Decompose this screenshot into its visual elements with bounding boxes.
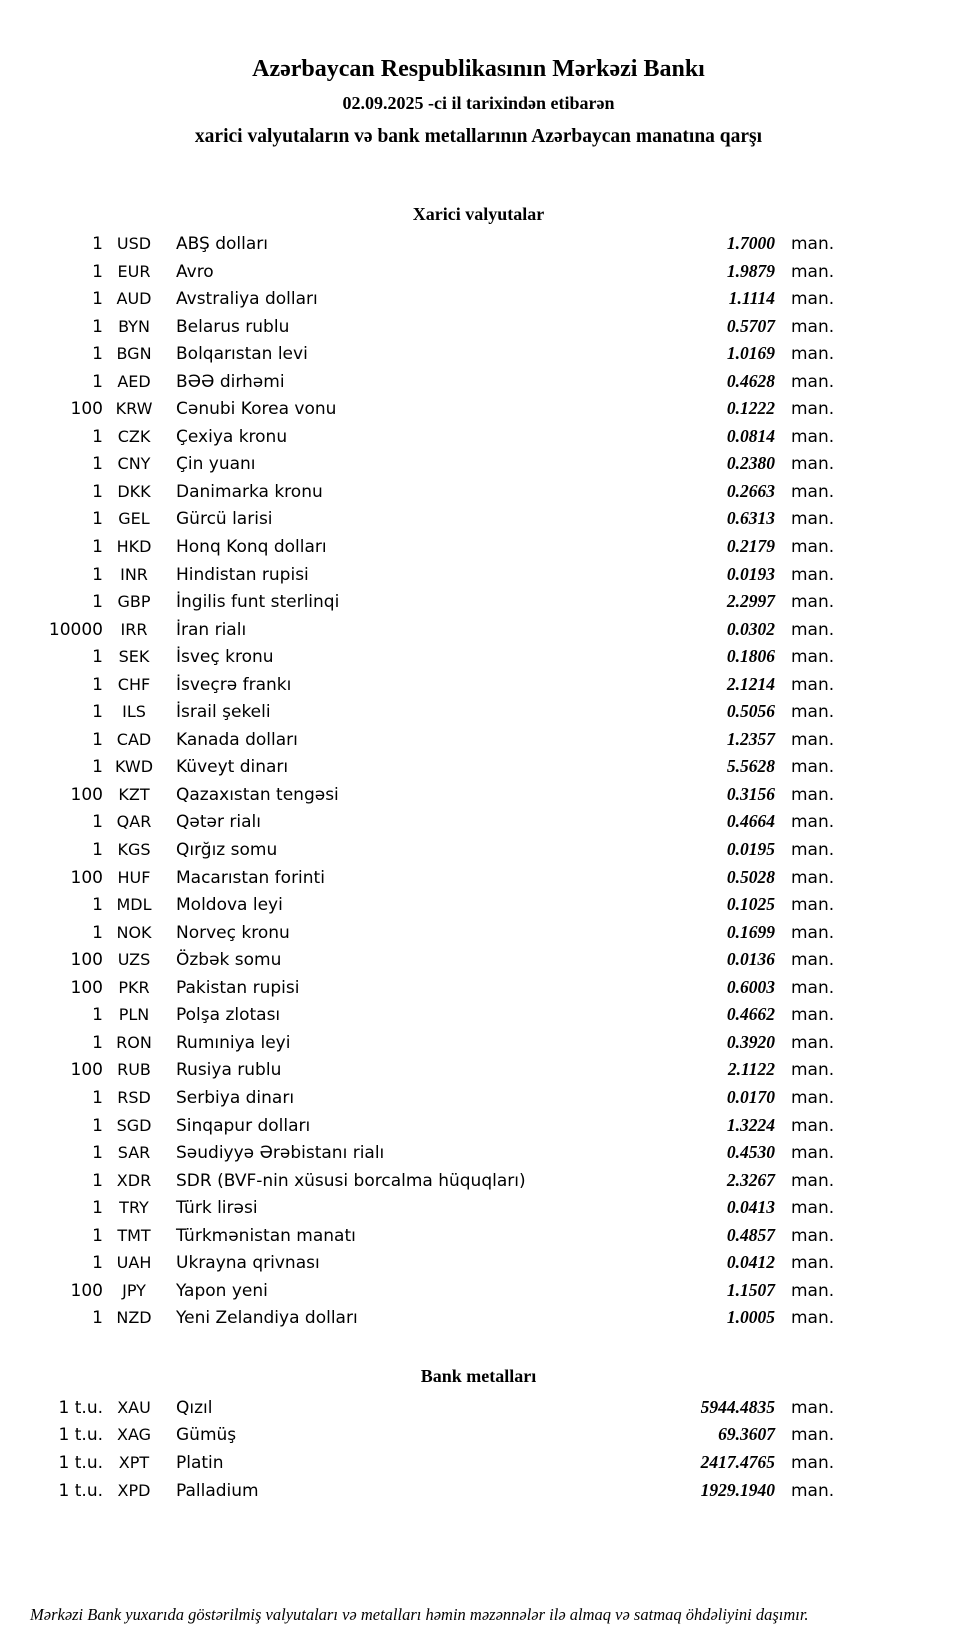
rate-row xyxy=(0,1249,841,1277)
row-name: Çin yuanı xyxy=(176,454,256,475)
row-rate: 0.2380 xyxy=(726,453,775,474)
row-name: İran rialı xyxy=(176,619,247,640)
row-code: KZT xyxy=(118,784,150,804)
row-quantity: 1 xyxy=(92,1225,103,1246)
row-unit: man. xyxy=(791,1225,835,1246)
row-unit: man. xyxy=(791,454,835,475)
row-rate: 0.0302 xyxy=(726,618,775,639)
row-quantity: 1 xyxy=(92,1032,103,1053)
row-rate: 1.7000 xyxy=(726,233,775,253)
row-rate: 0.2179 xyxy=(726,536,775,557)
row-rate: 0.0195 xyxy=(726,839,775,860)
row-code: BGN xyxy=(116,344,152,364)
row-name: Platin xyxy=(176,1452,224,1473)
row-code: ILS xyxy=(122,702,146,722)
row-unit: man. xyxy=(791,371,835,392)
rate-row xyxy=(0,1449,841,1477)
row-code: XPT xyxy=(118,1452,150,1472)
row-code: USD xyxy=(116,234,152,253)
rate-row xyxy=(0,1194,841,1222)
row-quantity: 100 xyxy=(70,977,103,998)
row-unit: man. xyxy=(791,757,835,778)
row-name: Qətər rialı xyxy=(176,812,261,833)
row-code: AUD xyxy=(116,289,152,309)
row-unit: man. xyxy=(791,950,835,971)
row-code: CZK xyxy=(117,426,151,446)
row-unit: man. xyxy=(791,729,835,750)
rate-row xyxy=(0,1001,841,1029)
row-quantity: 1 xyxy=(92,1308,103,1329)
page-title: Azərbaycan Respublikasının Mərkəzi Bankı xyxy=(252,56,705,82)
row-quantity: 1 xyxy=(92,1115,103,1136)
row-rate: 0.6313 xyxy=(726,508,775,529)
row-rate: 5.5628 xyxy=(726,756,775,777)
rate-row xyxy=(0,698,841,726)
row-name: Avstraliya dolları xyxy=(176,289,318,310)
row-quantity: 1 xyxy=(92,564,103,585)
row-code: KWD xyxy=(114,757,154,777)
row-quantity: 1 xyxy=(92,922,103,943)
row-quantity: 100 xyxy=(70,1280,103,1301)
row-name: Gürcü larisi xyxy=(176,509,273,530)
rate-row xyxy=(0,313,841,341)
row-quantity: 1 xyxy=(92,895,103,916)
page-subtitle: xarici valyutaların və bank metallarının Azərbaycan manatına qarşı xyxy=(194,126,763,147)
rate-row xyxy=(0,864,841,892)
row-code: SAR xyxy=(117,1143,151,1163)
row-rate: 2.1122 xyxy=(727,1059,775,1080)
row-code: GBP xyxy=(117,592,151,612)
row-unit: man. xyxy=(791,784,835,805)
row-quantity: 1 xyxy=(92,454,103,475)
row-rate: 0.0193 xyxy=(726,563,775,584)
row-name: Avro xyxy=(176,261,214,282)
row-unit: man. xyxy=(791,1143,835,1164)
row-name: Bolqarıstan levi xyxy=(176,344,308,365)
row-rate: 5944.4835 xyxy=(700,1396,775,1417)
row-quantity: 1 xyxy=(92,1170,103,1191)
row-unit: man. xyxy=(791,537,835,558)
row-code: XPD xyxy=(117,1480,151,1500)
row-name: Özbək somu xyxy=(176,950,282,971)
rate-row xyxy=(0,946,841,974)
row-code: NOK xyxy=(116,922,152,942)
row-code: EUR xyxy=(117,261,151,281)
rate-row xyxy=(0,533,841,561)
row-quantity: 1 xyxy=(92,840,103,861)
row-rate: 0.0814 xyxy=(726,425,775,446)
row-name: Macarıstan forinti xyxy=(176,867,325,888)
row-code: GEL xyxy=(118,509,150,529)
row-quantity: 1 xyxy=(92,371,103,392)
row-unit: man. xyxy=(791,234,835,254)
row-rate: 0.5707 xyxy=(726,315,775,336)
row-rate: 0.2663 xyxy=(726,480,775,501)
row-name: Türkmənistan manatı xyxy=(176,1225,356,1246)
row-name: İsveç kronu xyxy=(176,647,274,668)
row-quantity: 1 xyxy=(92,1198,103,1219)
rate-row xyxy=(0,395,841,423)
row-rate: 0.3920 xyxy=(726,1031,775,1052)
section-title-currencies: Xarici valyutalar xyxy=(412,204,545,224)
rate-row xyxy=(0,1167,841,1195)
row-name: İsveçrə frankı xyxy=(176,674,292,695)
row-unit: man. xyxy=(791,1005,835,1026)
row-name: Səudiyyə Ərəbistanı rialı xyxy=(176,1143,385,1164)
rate-row xyxy=(0,753,841,781)
rate-row xyxy=(0,340,841,368)
row-code: XDR xyxy=(116,1170,152,1190)
row-code: NZD xyxy=(116,1308,152,1328)
rate-row xyxy=(0,781,841,809)
row-quantity: 1 xyxy=(92,1087,103,1108)
row-unit: man. xyxy=(791,481,835,502)
row-quantity: 1 xyxy=(92,481,103,502)
row-name: Küveyt dinarı xyxy=(176,757,289,778)
rate-row xyxy=(0,671,841,699)
row-unit: man. xyxy=(791,647,835,668)
rate-row xyxy=(0,974,841,1002)
rate-row xyxy=(0,1304,841,1332)
row-unit: man. xyxy=(791,812,835,833)
row-unit: man. xyxy=(791,702,835,723)
row-rate: 1.2357 xyxy=(726,728,775,749)
row-rate: 1929.1940 xyxy=(700,1479,775,1500)
row-rate: 0.1025 xyxy=(726,894,775,915)
metal-rates-table xyxy=(0,1394,841,1504)
row-rate: 0.5056 xyxy=(726,701,775,722)
row-rate: 2417.4765 xyxy=(700,1451,775,1472)
row-unit: man. xyxy=(791,1115,835,1136)
row-unit: man. xyxy=(791,1170,835,1191)
rate-row xyxy=(0,1084,841,1112)
row-name: Qızıl xyxy=(176,1397,213,1418)
row-unit: man. xyxy=(791,399,835,420)
row-unit: man. xyxy=(791,1060,835,1081)
row-quantity: 1 xyxy=(92,592,103,613)
rate-row xyxy=(0,919,841,947)
row-name: Rusiya rublu xyxy=(176,1060,282,1081)
row-quantity: 1 t.u. xyxy=(58,1452,103,1473)
row-name: Polşa zlotası xyxy=(176,1005,281,1026)
rate-row xyxy=(0,836,841,864)
row-code: QAR xyxy=(116,812,152,832)
effective-date-line: 02.09.2025 -ci il tarixindən etibarən xyxy=(342,93,615,113)
row-unit: man. xyxy=(791,1480,835,1501)
row-name: Qırğız somu xyxy=(176,840,278,861)
row-unit: man. xyxy=(791,1308,835,1329)
row-rate: 1.1114 xyxy=(728,288,775,309)
row-unit: man. xyxy=(791,289,835,310)
row-quantity: 1 t.u. xyxy=(58,1425,103,1446)
row-code: XAG xyxy=(116,1425,152,1445)
rate-row xyxy=(0,1112,841,1140)
row-code: TRY xyxy=(119,1198,149,1218)
row-name: Sinqapur dolları xyxy=(176,1115,311,1136)
row-quantity: 1 xyxy=(92,729,103,750)
row-code: PLN xyxy=(118,1005,150,1025)
row-name: İsrail şekeli xyxy=(176,702,271,723)
row-unit: man. xyxy=(791,840,835,861)
rate-row xyxy=(0,588,841,616)
row-name: Belarus rublu xyxy=(176,316,290,337)
rate-row xyxy=(0,230,841,258)
row-unit: man. xyxy=(791,1032,835,1053)
row-unit: man. xyxy=(791,977,835,998)
row-quantity: 1 xyxy=(92,261,103,282)
row-quantity: 1 xyxy=(92,316,103,337)
row-code: INR xyxy=(120,564,148,584)
row-code: JPY xyxy=(122,1280,146,1300)
rate-row xyxy=(0,285,841,313)
row-quantity: 1 xyxy=(92,1143,103,1164)
row-name: Ukrayna qrivnası xyxy=(176,1253,320,1274)
row-rate: 0.1806 xyxy=(726,646,775,667)
rate-row xyxy=(0,258,841,286)
row-name: Hindistan rupisi xyxy=(176,564,309,585)
row-code: UZS xyxy=(117,950,151,970)
row-unit: man. xyxy=(791,1253,835,1274)
row-unit: man. xyxy=(791,1280,835,1301)
row-rate: 1.9879 xyxy=(726,260,775,281)
row-code: KGS xyxy=(117,840,151,860)
row-code: SEK xyxy=(118,647,150,667)
row-unit: man. xyxy=(791,509,835,530)
row-quantity: 1 xyxy=(92,1005,103,1026)
row-rate: 0.4628 xyxy=(726,370,775,391)
row-rate: 0.0413 xyxy=(726,1197,775,1218)
row-unit: man. xyxy=(791,619,835,640)
row-rate: 0.0412 xyxy=(726,1252,775,1273)
row-quantity: 1 xyxy=(92,344,103,365)
row-quantity: 1 xyxy=(92,234,103,254)
row-rate: 0.1699 xyxy=(726,921,775,942)
row-rate: 1.3224 xyxy=(726,1114,775,1135)
row-name: Qazaxıstan tengəsi xyxy=(176,784,339,805)
rate-row xyxy=(0,505,841,533)
rate-row xyxy=(0,1277,841,1305)
row-unit: man. xyxy=(791,1452,835,1473)
row-unit: man. xyxy=(791,1397,835,1418)
row-rate: 0.4857 xyxy=(726,1224,775,1245)
rate-row xyxy=(0,891,841,919)
rate-row xyxy=(0,450,841,478)
rate-row xyxy=(0,561,841,589)
row-name: Moldova leyi xyxy=(176,895,283,916)
row-quantity: 10000 xyxy=(48,619,103,640)
row-unit: man. xyxy=(791,1198,835,1219)
row-name: ABŞ dolları xyxy=(176,234,268,254)
rate-row xyxy=(0,726,841,754)
row-name: Türk lirəsi xyxy=(176,1198,258,1219)
row-name: Palladium xyxy=(176,1480,259,1501)
row-rate: 69.3607 xyxy=(718,1424,775,1445)
row-quantity: 1 t.u. xyxy=(58,1397,103,1418)
row-unit: man. xyxy=(791,344,835,365)
row-quantity: 100 xyxy=(70,784,103,805)
rate-row xyxy=(0,1056,841,1084)
row-name: Pakistan rupisi xyxy=(176,977,300,998)
row-name: Honq Konq dolları xyxy=(176,537,327,558)
row-rate: 0.4530 xyxy=(726,1142,775,1163)
currency-rates-table xyxy=(0,230,841,1332)
row-unit: man. xyxy=(791,564,835,585)
row-code: RSD xyxy=(117,1087,151,1107)
row-unit: man. xyxy=(791,592,835,613)
row-unit: man. xyxy=(791,674,835,695)
rate-row xyxy=(0,1029,841,1057)
row-rate: 2.3267 xyxy=(726,1169,775,1190)
row-quantity: 1 xyxy=(92,647,103,668)
row-unit: man. xyxy=(791,922,835,943)
row-quantity: 1 xyxy=(92,1253,103,1274)
rate-row xyxy=(0,1477,841,1505)
row-rate: 0.4664 xyxy=(726,811,775,832)
row-code: MDL xyxy=(116,895,152,915)
row-code: TMT xyxy=(117,1225,151,1245)
row-code: IRR xyxy=(120,619,148,639)
row-unit: man. xyxy=(791,1425,835,1446)
row-rate: 0.4662 xyxy=(726,1004,775,1025)
row-code: RON xyxy=(116,1032,152,1052)
row-rate: 0.0136 xyxy=(726,949,775,970)
rate-row xyxy=(0,478,841,506)
rate-row xyxy=(0,368,841,396)
row-unit: man. xyxy=(791,1087,835,1108)
row-quantity: 1 xyxy=(92,757,103,778)
row-name: Kanada dolları xyxy=(176,729,298,750)
row-name: Gümüş xyxy=(176,1425,237,1446)
row-name: Serbiya dinarı xyxy=(176,1087,295,1108)
row-unit: man. xyxy=(791,261,835,282)
row-rate: 1.0005 xyxy=(726,1307,775,1328)
rate-row xyxy=(0,616,841,644)
row-quantity: 1 xyxy=(92,509,103,530)
row-name: Norveç kronu xyxy=(176,922,290,943)
section-title-metals: Bank metalları xyxy=(420,1365,537,1386)
row-quantity: 100 xyxy=(70,1060,103,1081)
row-code: KRW xyxy=(115,399,153,419)
rate-row xyxy=(0,1421,841,1449)
row-code: UAH xyxy=(116,1253,152,1273)
rate-row xyxy=(0,423,841,451)
row-quantity: 1 xyxy=(92,537,103,558)
row-quantity: 1 xyxy=(92,812,103,833)
disclaimer-text: Mərkəzi Bank yuxarıda göstərilmiş valyutaları və metalları həmin məzənnələr ilə almaq və satmaq öhdəliyini daşımır. xyxy=(30,1605,809,1625)
row-name: Cənubi Korea vonu xyxy=(176,399,337,420)
rate-row xyxy=(0,643,841,671)
row-rate: 2.1214 xyxy=(726,673,775,694)
row-code: CAD xyxy=(116,729,152,749)
row-code: BYN xyxy=(118,316,150,336)
row-quantity: 100 xyxy=(70,399,103,420)
row-code: HUF xyxy=(117,867,151,887)
row-rate: 0.3156 xyxy=(726,783,775,804)
row-quantity: 1 xyxy=(92,426,103,447)
row-name: İngilis funt sterlinqi xyxy=(176,592,340,613)
row-name: Yapon yeni xyxy=(176,1280,268,1301)
rate-row xyxy=(0,1394,841,1422)
row-rate: 0.6003 xyxy=(726,976,775,997)
row-quantity: 100 xyxy=(70,867,103,888)
row-code: PKR xyxy=(118,977,150,997)
rate-row xyxy=(0,808,841,836)
row-unit: man. xyxy=(791,867,835,888)
row-unit: man. xyxy=(791,316,835,337)
row-unit: man. xyxy=(791,895,835,916)
row-unit: man. xyxy=(791,426,835,447)
row-quantity: 1 t.u. xyxy=(58,1480,103,1501)
row-rate: 0.1222 xyxy=(726,398,775,419)
row-name: Rumıniya leyi xyxy=(176,1032,291,1053)
row-rate: 2.2997 xyxy=(726,591,775,612)
row-rate: 1.0169 xyxy=(726,343,775,364)
row-name: Danimarka kronu xyxy=(176,481,323,502)
row-code: CNY xyxy=(117,454,151,474)
row-code: DKK xyxy=(117,481,151,501)
row-code: HKD xyxy=(116,537,152,557)
row-code: XAU xyxy=(117,1397,151,1417)
row-quantity: 1 xyxy=(92,289,103,310)
row-quantity: 1 xyxy=(92,702,103,723)
row-rate: 0.5028 xyxy=(726,866,775,887)
row-name: Çexiya kronu xyxy=(176,426,288,447)
row-name: Yeni Zelandiya dolları xyxy=(176,1308,358,1329)
row-quantity: 100 xyxy=(70,950,103,971)
row-code: RUB xyxy=(117,1060,151,1080)
row-quantity: 1 xyxy=(92,674,103,695)
row-code: AED xyxy=(117,371,151,391)
row-code: CHF xyxy=(117,674,151,694)
row-code: SGD xyxy=(116,1115,152,1135)
rate-row xyxy=(0,1222,841,1250)
row-name: BƏƏ dirhəmi xyxy=(176,371,285,392)
row-name: SDR (BVF-nin xüsusi borcalma hüquqları) xyxy=(176,1170,526,1191)
row-rate: 0.0170 xyxy=(726,1086,775,1107)
row-rate: 1.1507 xyxy=(726,1279,775,1300)
rate-row xyxy=(0,1139,841,1167)
